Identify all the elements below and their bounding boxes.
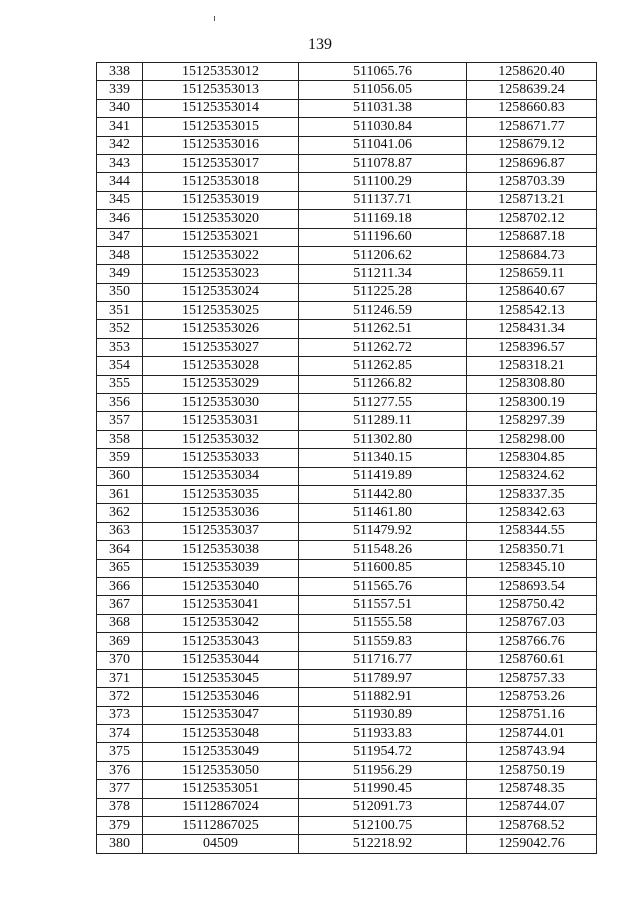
y-coordinate-cell: 1258342.63 xyxy=(467,504,597,522)
y-coordinate-cell: 1258753.26 xyxy=(467,688,597,706)
row-index-cell: 351 xyxy=(97,302,143,320)
point-id-cell: 15125353033 xyxy=(143,449,299,467)
point-id-cell: 15125353012 xyxy=(143,63,299,81)
table-row xyxy=(97,467,597,485)
point-id-cell: 15125353037 xyxy=(143,522,299,540)
table-row xyxy=(97,81,597,99)
y-coordinate-cell: 1258300.19 xyxy=(467,394,597,412)
scan-speck xyxy=(214,16,215,21)
y-coordinate-cell: 1258297.39 xyxy=(467,412,597,430)
coordinates-table-body xyxy=(97,63,597,854)
y-coordinate-cell: 1258324.62 xyxy=(467,467,597,485)
point-id-cell: 15125353025 xyxy=(143,302,299,320)
y-coordinate-cell: 1258766.76 xyxy=(467,633,597,651)
table-row xyxy=(97,320,597,338)
x-coordinate-cell: 511954.72 xyxy=(299,743,467,761)
row-index-cell: 380 xyxy=(97,835,143,853)
x-coordinate-cell: 511289.11 xyxy=(299,412,467,430)
page-number: 139 xyxy=(308,36,332,53)
y-coordinate-cell: 1258767.03 xyxy=(467,614,597,632)
y-coordinate-cell: 1258396.57 xyxy=(467,338,597,356)
point-id-cell: 15125353028 xyxy=(143,357,299,375)
row-index-cell: 353 xyxy=(97,338,143,356)
point-id-cell: 15125353051 xyxy=(143,780,299,798)
x-coordinate-cell: 511262.72 xyxy=(299,338,467,356)
table-row xyxy=(97,191,597,209)
y-coordinate-cell: 1258679.12 xyxy=(467,136,597,154)
row-index-cell: 370 xyxy=(97,651,143,669)
y-coordinate-cell: 1258696.87 xyxy=(467,154,597,172)
table-row xyxy=(97,761,597,779)
row-index-cell: 363 xyxy=(97,522,143,540)
table-row xyxy=(97,577,597,595)
row-index-cell: 346 xyxy=(97,210,143,228)
row-index-cell: 366 xyxy=(97,577,143,595)
y-coordinate-cell: 1258298.00 xyxy=(467,430,597,448)
table-row xyxy=(97,669,597,687)
table-row xyxy=(97,118,597,136)
y-coordinate-cell: 1258318.21 xyxy=(467,357,597,375)
row-index-cell: 354 xyxy=(97,357,143,375)
x-coordinate-cell: 511206.62 xyxy=(299,246,467,264)
point-id-cell: 15125353048 xyxy=(143,725,299,743)
x-coordinate-cell: 511340.15 xyxy=(299,449,467,467)
table-row xyxy=(97,136,597,154)
y-coordinate-cell: 1258751.16 xyxy=(467,706,597,724)
x-coordinate-cell: 511266.82 xyxy=(299,375,467,393)
y-coordinate-cell: 1258659.11 xyxy=(467,265,597,283)
point-id-cell: 15125353018 xyxy=(143,173,299,191)
x-coordinate-cell: 511419.89 xyxy=(299,467,467,485)
table-row xyxy=(97,725,597,743)
y-coordinate-cell: 1258431.34 xyxy=(467,320,597,338)
row-index-cell: 365 xyxy=(97,559,143,577)
point-id-cell: 15125353036 xyxy=(143,504,299,522)
table-row xyxy=(97,173,597,191)
point-id-cell: 15112867024 xyxy=(143,798,299,816)
row-index-cell: 340 xyxy=(97,99,143,117)
x-coordinate-cell: 511211.34 xyxy=(299,265,467,283)
row-index-cell: 362 xyxy=(97,504,143,522)
table-row xyxy=(97,246,597,264)
x-coordinate-cell: 511555.58 xyxy=(299,614,467,632)
point-id-cell: 15125353023 xyxy=(143,265,299,283)
point-id-cell: 15125353030 xyxy=(143,394,299,412)
table-row xyxy=(97,449,597,467)
y-coordinate-cell: 1258660.83 xyxy=(467,99,597,117)
point-id-cell: 15125353031 xyxy=(143,412,299,430)
x-coordinate-cell: 511065.76 xyxy=(299,63,467,81)
x-coordinate-cell: 512218.92 xyxy=(299,835,467,853)
row-index-cell: 352 xyxy=(97,320,143,338)
point-id-cell: 15125353015 xyxy=(143,118,299,136)
x-coordinate-cell: 511600.85 xyxy=(299,559,467,577)
x-coordinate-cell: 511930.89 xyxy=(299,706,467,724)
table-row xyxy=(97,154,597,172)
table-row xyxy=(97,338,597,356)
table-row xyxy=(97,63,597,81)
x-coordinate-cell: 511559.83 xyxy=(299,633,467,651)
x-coordinate-cell: 511277.55 xyxy=(299,394,467,412)
point-id-cell: 15112867025 xyxy=(143,817,299,835)
point-id-cell: 15125353041 xyxy=(143,596,299,614)
coordinates-table xyxy=(96,62,597,854)
table-row xyxy=(97,210,597,228)
table-row xyxy=(97,485,597,503)
table-row xyxy=(97,596,597,614)
point-id-cell: 15125353044 xyxy=(143,651,299,669)
x-coordinate-cell: 512091.73 xyxy=(299,798,467,816)
point-id-cell: 15125353016 xyxy=(143,136,299,154)
table-row xyxy=(97,357,597,375)
table-row xyxy=(97,651,597,669)
point-id-cell: 15125353027 xyxy=(143,338,299,356)
point-id-cell: 15125353050 xyxy=(143,761,299,779)
point-id-cell: 15125353047 xyxy=(143,706,299,724)
point-id-cell: 15125353035 xyxy=(143,485,299,503)
point-id-cell: 15125353022 xyxy=(143,246,299,264)
table-row xyxy=(97,559,597,577)
y-coordinate-cell: 1258713.21 xyxy=(467,191,597,209)
y-coordinate-cell: 1258542.13 xyxy=(467,302,597,320)
x-coordinate-cell: 511479.92 xyxy=(299,522,467,540)
row-index-cell: 348 xyxy=(97,246,143,264)
point-id-cell: 15125353024 xyxy=(143,283,299,301)
point-id-cell: 15125353038 xyxy=(143,541,299,559)
point-id-cell: 15125353021 xyxy=(143,228,299,246)
y-coordinate-cell: 1258687.18 xyxy=(467,228,597,246)
table-row xyxy=(97,99,597,117)
row-index-cell: 355 xyxy=(97,375,143,393)
row-index-cell: 367 xyxy=(97,596,143,614)
y-coordinate-cell: 1258757.33 xyxy=(467,669,597,687)
point-id-cell: 15125353045 xyxy=(143,669,299,687)
point-id-cell: 15125353040 xyxy=(143,577,299,595)
table-row xyxy=(97,835,597,853)
y-coordinate-cell: 1258671.77 xyxy=(467,118,597,136)
row-index-cell: 357 xyxy=(97,412,143,430)
row-index-cell: 364 xyxy=(97,541,143,559)
table-row xyxy=(97,798,597,816)
x-coordinate-cell: 511262.51 xyxy=(299,320,467,338)
row-index-cell: 378 xyxy=(97,798,143,816)
point-id-cell: 15125353017 xyxy=(143,154,299,172)
y-coordinate-cell: 1258748.35 xyxy=(467,780,597,798)
table-row xyxy=(97,375,597,393)
y-coordinate-cell: 1258703.39 xyxy=(467,173,597,191)
x-coordinate-cell: 511137.71 xyxy=(299,191,467,209)
row-index-cell: 350 xyxy=(97,283,143,301)
y-coordinate-cell: 1258337.35 xyxy=(467,485,597,503)
row-index-cell: 377 xyxy=(97,780,143,798)
table-row xyxy=(97,780,597,798)
row-index-cell: 344 xyxy=(97,173,143,191)
row-index-cell: 359 xyxy=(97,449,143,467)
row-index-cell: 338 xyxy=(97,63,143,81)
x-coordinate-cell: 511789.97 xyxy=(299,669,467,687)
row-index-cell: 356 xyxy=(97,394,143,412)
table-row xyxy=(97,688,597,706)
x-coordinate-cell: 511169.18 xyxy=(299,210,467,228)
y-coordinate-cell: 1258345.10 xyxy=(467,559,597,577)
x-coordinate-cell: 511030.84 xyxy=(299,118,467,136)
point-id-cell: 15125353014 xyxy=(143,99,299,117)
y-coordinate-cell: 1258744.07 xyxy=(467,798,597,816)
x-coordinate-cell: 511557.51 xyxy=(299,596,467,614)
row-index-cell: 349 xyxy=(97,265,143,283)
row-index-cell: 369 xyxy=(97,633,143,651)
y-coordinate-cell: 1258350.71 xyxy=(467,541,597,559)
row-index-cell: 345 xyxy=(97,191,143,209)
y-coordinate-cell: 1258344.55 xyxy=(467,522,597,540)
y-coordinate-cell: 1259042.76 xyxy=(467,835,597,853)
table-row xyxy=(97,633,597,651)
table-row xyxy=(97,283,597,301)
x-coordinate-cell: 511041.06 xyxy=(299,136,467,154)
row-index-cell: 361 xyxy=(97,485,143,503)
row-index-cell: 379 xyxy=(97,817,143,835)
x-coordinate-cell: 511461.80 xyxy=(299,504,467,522)
y-coordinate-cell: 1258640.67 xyxy=(467,283,597,301)
y-coordinate-cell: 1258684.73 xyxy=(467,246,597,264)
point-id-cell: 15125353046 xyxy=(143,688,299,706)
y-coordinate-cell: 1258702.12 xyxy=(467,210,597,228)
table-row xyxy=(97,522,597,540)
row-index-cell: 376 xyxy=(97,761,143,779)
y-coordinate-cell: 1258308.80 xyxy=(467,375,597,393)
table-row xyxy=(97,817,597,835)
row-index-cell: 347 xyxy=(97,228,143,246)
x-coordinate-cell: 511882.91 xyxy=(299,688,467,706)
x-coordinate-cell: 511031.38 xyxy=(299,99,467,117)
x-coordinate-cell: 511990.45 xyxy=(299,780,467,798)
y-coordinate-cell: 1258693.54 xyxy=(467,577,597,595)
x-coordinate-cell: 511548.26 xyxy=(299,541,467,559)
point-id-cell: 15125353042 xyxy=(143,614,299,632)
point-id-cell: 15125353039 xyxy=(143,559,299,577)
point-id-cell: 15125353019 xyxy=(143,191,299,209)
y-coordinate-cell: 1258744.01 xyxy=(467,725,597,743)
row-index-cell: 371 xyxy=(97,669,143,687)
y-coordinate-cell: 1258768.52 xyxy=(467,817,597,835)
x-coordinate-cell: 511565.76 xyxy=(299,577,467,595)
y-coordinate-cell: 1258760.61 xyxy=(467,651,597,669)
y-coordinate-cell: 1258750.42 xyxy=(467,596,597,614)
x-coordinate-cell: 511246.59 xyxy=(299,302,467,320)
x-coordinate-cell: 511056.05 xyxy=(299,81,467,99)
table-row xyxy=(97,430,597,448)
point-id-cell: 15125353029 xyxy=(143,375,299,393)
x-coordinate-cell: 511225.28 xyxy=(299,283,467,301)
x-coordinate-cell: 511442.80 xyxy=(299,485,467,503)
point-id-cell: 15125353026 xyxy=(143,320,299,338)
row-index-cell: 368 xyxy=(97,614,143,632)
x-coordinate-cell: 511196.60 xyxy=(299,228,467,246)
table-row xyxy=(97,541,597,559)
point-id-cell: 15125353049 xyxy=(143,743,299,761)
row-index-cell: 374 xyxy=(97,725,143,743)
x-coordinate-cell: 511262.85 xyxy=(299,357,467,375)
row-index-cell: 372 xyxy=(97,688,143,706)
row-index-cell: 339 xyxy=(97,81,143,99)
x-coordinate-cell: 511078.87 xyxy=(299,154,467,172)
x-coordinate-cell: 511956.29 xyxy=(299,761,467,779)
point-id-cell: 15125353013 xyxy=(143,81,299,99)
row-index-cell: 341 xyxy=(97,118,143,136)
table-row xyxy=(97,504,597,522)
row-index-cell: 373 xyxy=(97,706,143,724)
row-index-cell: 360 xyxy=(97,467,143,485)
x-coordinate-cell: 511100.29 xyxy=(299,173,467,191)
x-coordinate-cell: 511933.83 xyxy=(299,725,467,743)
y-coordinate-cell: 1258743.94 xyxy=(467,743,597,761)
table-row xyxy=(97,394,597,412)
table-row xyxy=(97,743,597,761)
y-coordinate-cell: 1258620.40 xyxy=(467,63,597,81)
x-coordinate-cell: 512100.75 xyxy=(299,817,467,835)
x-coordinate-cell: 511716.77 xyxy=(299,651,467,669)
table-row xyxy=(97,302,597,320)
table-row xyxy=(97,228,597,246)
table-row xyxy=(97,412,597,430)
table-row xyxy=(97,706,597,724)
row-index-cell: 343 xyxy=(97,154,143,172)
table-row xyxy=(97,265,597,283)
point-id-cell: 15125353020 xyxy=(143,210,299,228)
x-coordinate-cell: 511302.80 xyxy=(299,430,467,448)
table-row xyxy=(97,614,597,632)
point-id-cell: 15125353034 xyxy=(143,467,299,485)
point-id-cell: 04509 xyxy=(143,835,299,853)
row-index-cell: 375 xyxy=(97,743,143,761)
row-index-cell: 358 xyxy=(97,430,143,448)
y-coordinate-cell: 1258639.24 xyxy=(467,81,597,99)
y-coordinate-cell: 1258304.85 xyxy=(467,449,597,467)
y-coordinate-cell: 1258750.19 xyxy=(467,761,597,779)
point-id-cell: 15125353043 xyxy=(143,633,299,651)
point-id-cell: 15125353032 xyxy=(143,430,299,448)
row-index-cell: 342 xyxy=(97,136,143,154)
